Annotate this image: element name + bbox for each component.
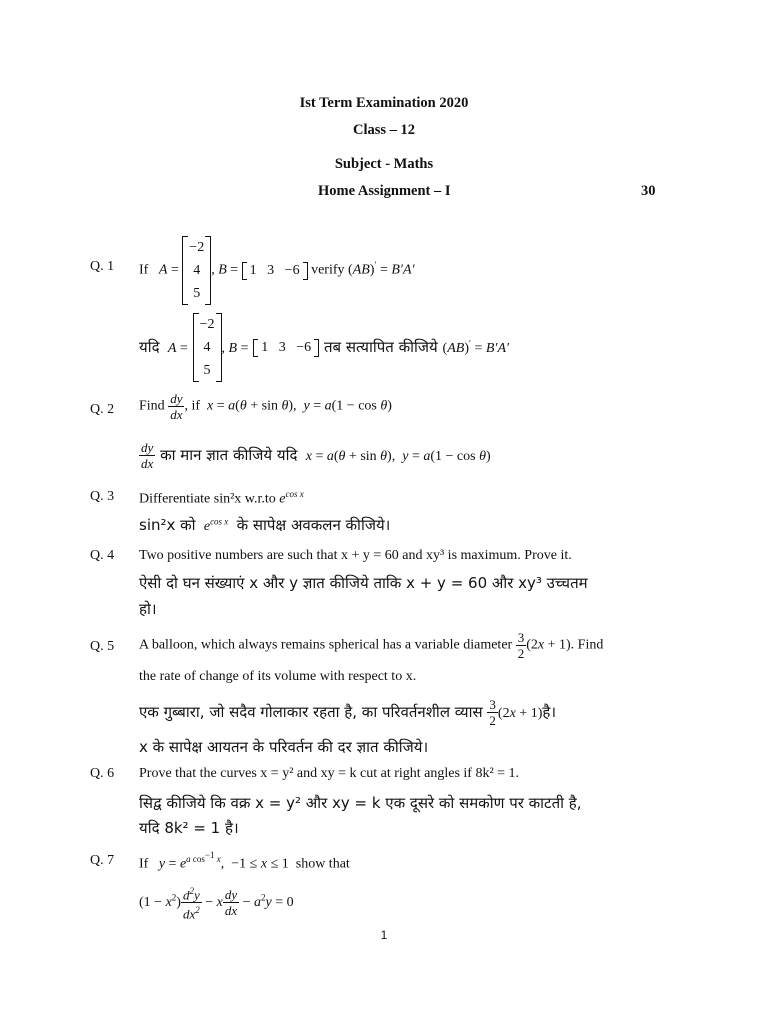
q4-hindi-line1: ऐसी दो घन संख्याएं x और y ज्ञात कीजिये ताकि x + y = 60 और xy³ उच्चतम — [139, 574, 588, 592]
q6-english: Prove that the curves x = y² and xy = k cut at right angles if 8k² = 1. — [139, 766, 520, 781]
q7-english: If $y = e^{a cos^{-1} x}$, −1 ≤ x ≤ 1 show that — [139, 850, 350, 872]
q6-hindi-line1: सिद्व कीजिये कि वक्र x = y² और xy = k एक दूसरे को समकोण पर काटती है, — [139, 794, 582, 812]
total-marks: 30 — [641, 183, 656, 199]
q2-hindi: $\frac{dy}{dx}$ का मान ज्ञात कीजिये यदि x = a(θ + sin θ), y = a(1 − cos θ) — [141, 440, 491, 471]
q4-hindi-line2: हो। — [139, 600, 157, 618]
q1-if-text: If — [139, 262, 149, 278]
q3-hindi: sin²x को $e^{cos x}$ के सापेक्ष अवकलन कीजिये। — [139, 516, 391, 534]
q7-equation: $(1 - x^2)$ $\frac{d^2y}{dx^2}$ − x $\frac{dy}{dx}$ − $a^2y = 0$ — [139, 886, 294, 922]
q2-number: Q. 2 — [90, 402, 115, 417]
q2-find-text: Find — [139, 398, 165, 414]
q6-hindi-line2: यदि 8k² = 1 है। — [139, 819, 239, 837]
q5-english-text: A balloon, which always remains spherical has a variable diameter — [139, 637, 513, 653]
matrix-b-hindi: 1 3 −6 — [253, 339, 319, 357]
q1-number: Q. 1 — [90, 259, 115, 274]
three-halves-fraction-hindi: $\frac{3}{2}$ — [489, 697, 496, 728]
q1-hindi: यदि A = −2 4 5 , B = 1 3 −6 तब सत्यापित कीजिये (AB)′ = B′A′ — [139, 313, 509, 382]
q5-hindi-line2: x के सापेक्ष आयतन के परिवर्तन की दर ज्ञात कीजिये। — [139, 738, 429, 756]
q3-hindi-post: के सापेक्ष अवकलन कीजिये। — [236, 516, 391, 534]
q1-hindi-if: यदि — [139, 338, 160, 356]
second-derivative-fraction: $\frac{d^2y}{dx^2}$ — [182, 886, 200, 922]
q7-number: Q. 7 — [90, 853, 115, 868]
q5-number: Q. 5 — [90, 639, 115, 654]
matrix-b: 1 3 −6 — [242, 262, 308, 280]
class-label: Class – 12 — [352, 122, 416, 138]
q3-number: Q. 3 — [90, 489, 115, 504]
first-derivative-fraction: $\frac{dy}{dx}$ — [224, 887, 238, 919]
dy-dx-fraction: $\frac{dy}{dx}$ — [170, 391, 183, 422]
page-number: 1 — [380, 928, 388, 942]
q3-english: Differentiate sin²x w.r.to $e^{cos x}$ — [139, 489, 304, 507]
three-halves-fraction: $\frac{3}{2}$ — [517, 630, 525, 661]
q4-number: Q. 4 — [90, 548, 115, 563]
q5-english-line2: the rate of change of its volume with respect to x. — [139, 669, 417, 684]
assignment-label: Home Assignment – I — [318, 183, 451, 199]
q1-hindi-tail: तब सत्यापित कीजिये — [323, 338, 438, 356]
q2-if-text: , if — [184, 398, 201, 414]
q3-hindi-pre: sin²x को — [139, 516, 196, 534]
q5-hindi-end: है। — [542, 703, 557, 721]
q1-english: If A = −2 4 5 , B = 1 3 −6 verify (AB)′ = B′A′ — [139, 236, 415, 305]
q5-hindi-line1: एक गुब्बारा, जो सदैव गोलाकार रहता है, का परिवर्तनशील व्यास $\frac{3}{2}$ (2x + 1)है। — [139, 697, 557, 728]
exam-title: Ist Term Examination 2020 — [299, 95, 469, 111]
q2-english: Find $\frac{dy}{dx}$ , if x = a(θ + sin θ), y = a(1 − cos θ) — [139, 391, 392, 422]
matrix-a-hindi: −2 4 5 — [193, 313, 222, 382]
q6-number: Q. 6 — [90, 766, 115, 781]
q2-hindi-text: का मान ज्ञात कीजिये यदि — [160, 446, 298, 464]
q1-verify-text: verify — [311, 262, 345, 278]
dy-dx-fraction-hindi: $\frac{dy}{dx}$ — [141, 440, 154, 471]
subject-label: Subject - Maths — [334, 156, 434, 172]
q5-find-text: . Find — [570, 637, 604, 653]
q7-show-text: show that — [295, 856, 350, 872]
q7-if-text: If — [139, 856, 149, 872]
q5-english-line1: A balloon, which always remains spherical has a variable diameter $\frac{3}{2}$ (2x + 1). Find — [139, 630, 604, 661]
q3-english-text: Differentiate sin²x w.r.to — [139, 491, 276, 507]
matrix-a: −2 4 5 — [182, 236, 211, 305]
q5-hindi-text: एक गुब्बारा, जो सदैव गोलाकार रहता है, का परिवर्तनशील व्यास — [139, 703, 483, 721]
q4-english: Two positive numbers are such that x + y = 60 and xy³ is maximum. Prove it. — [139, 548, 572, 563]
